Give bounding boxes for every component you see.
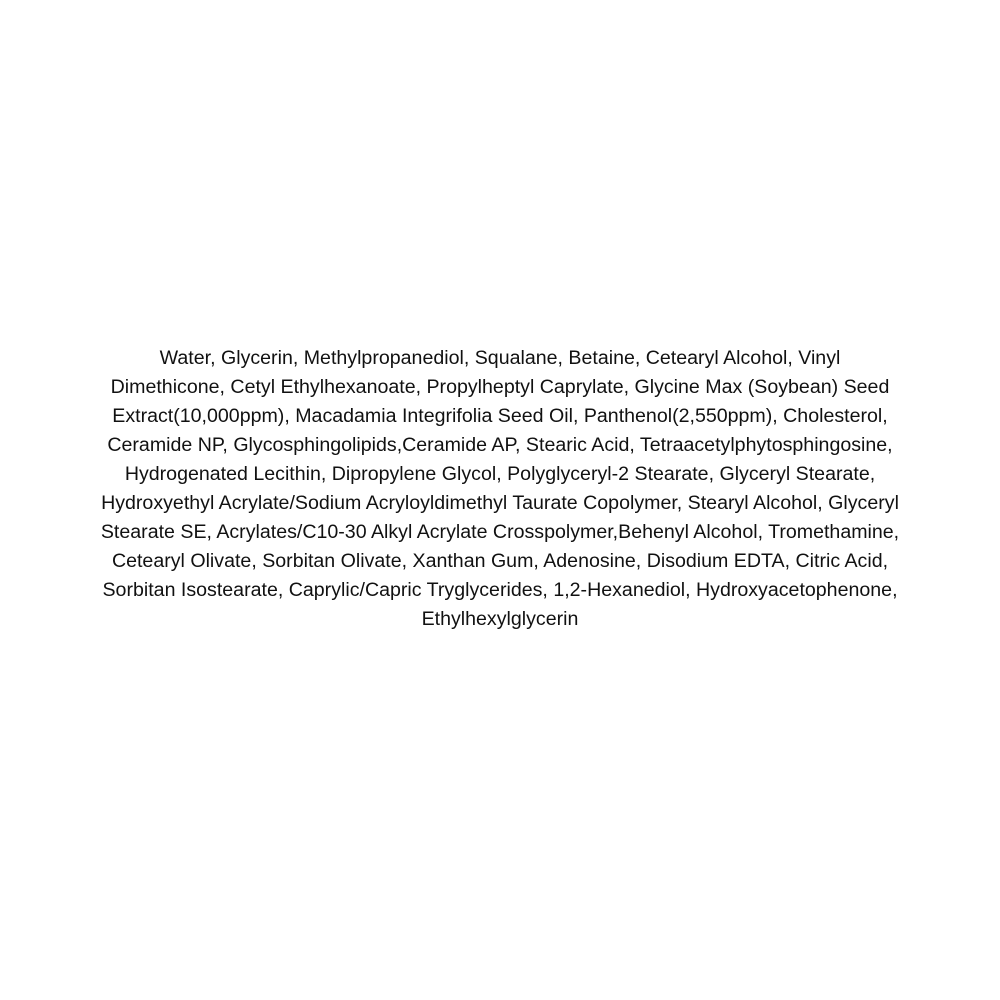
ingredients-list: Water, Glycerin, Methylpropanediol, Squalane, Betaine, Cetearyl Alcohol, Vinyl Dimethicone, Cetyl Ethylhexanoate, Propylheptyl Caprylate, Glycine Max (Soybean) Seed Extract(10,000ppm), Macadamia Integrifolia Seed Oil, Panthenol(2,550ppm), Cholesterol, Ceramide NP, Glycosphingolipids,Ceramide AP, Stearic Acid, Tetraacetylphytosphingosine, Hydrogenated Lecithin, Dipropylene Glycol, Polyglyceryl-2 Stearate, Glyceryl Stearate, Hydroxyethyl Acrylate/Sodium Acryloyldimethyl Taurate Copolymer, Stearyl Alcohol, Glyceryl Stearate SE, Acrylates/C10-30 Alkyl Acrylate Crosspolymer,Behenyl Alcohol, Tromethamine, Cetearyl Olivate, Sorbitan Olivate, Xanthan Gum, Adenosine, Disodium EDTA, Citric Acid, Sorbitan Isostearate, Caprylic/Capric Tryglycerides, 1,2-Hexanediol, Hydroxyacetophenone, Ethylhexylglycerin bbox=[100, 347, 900, 631]
